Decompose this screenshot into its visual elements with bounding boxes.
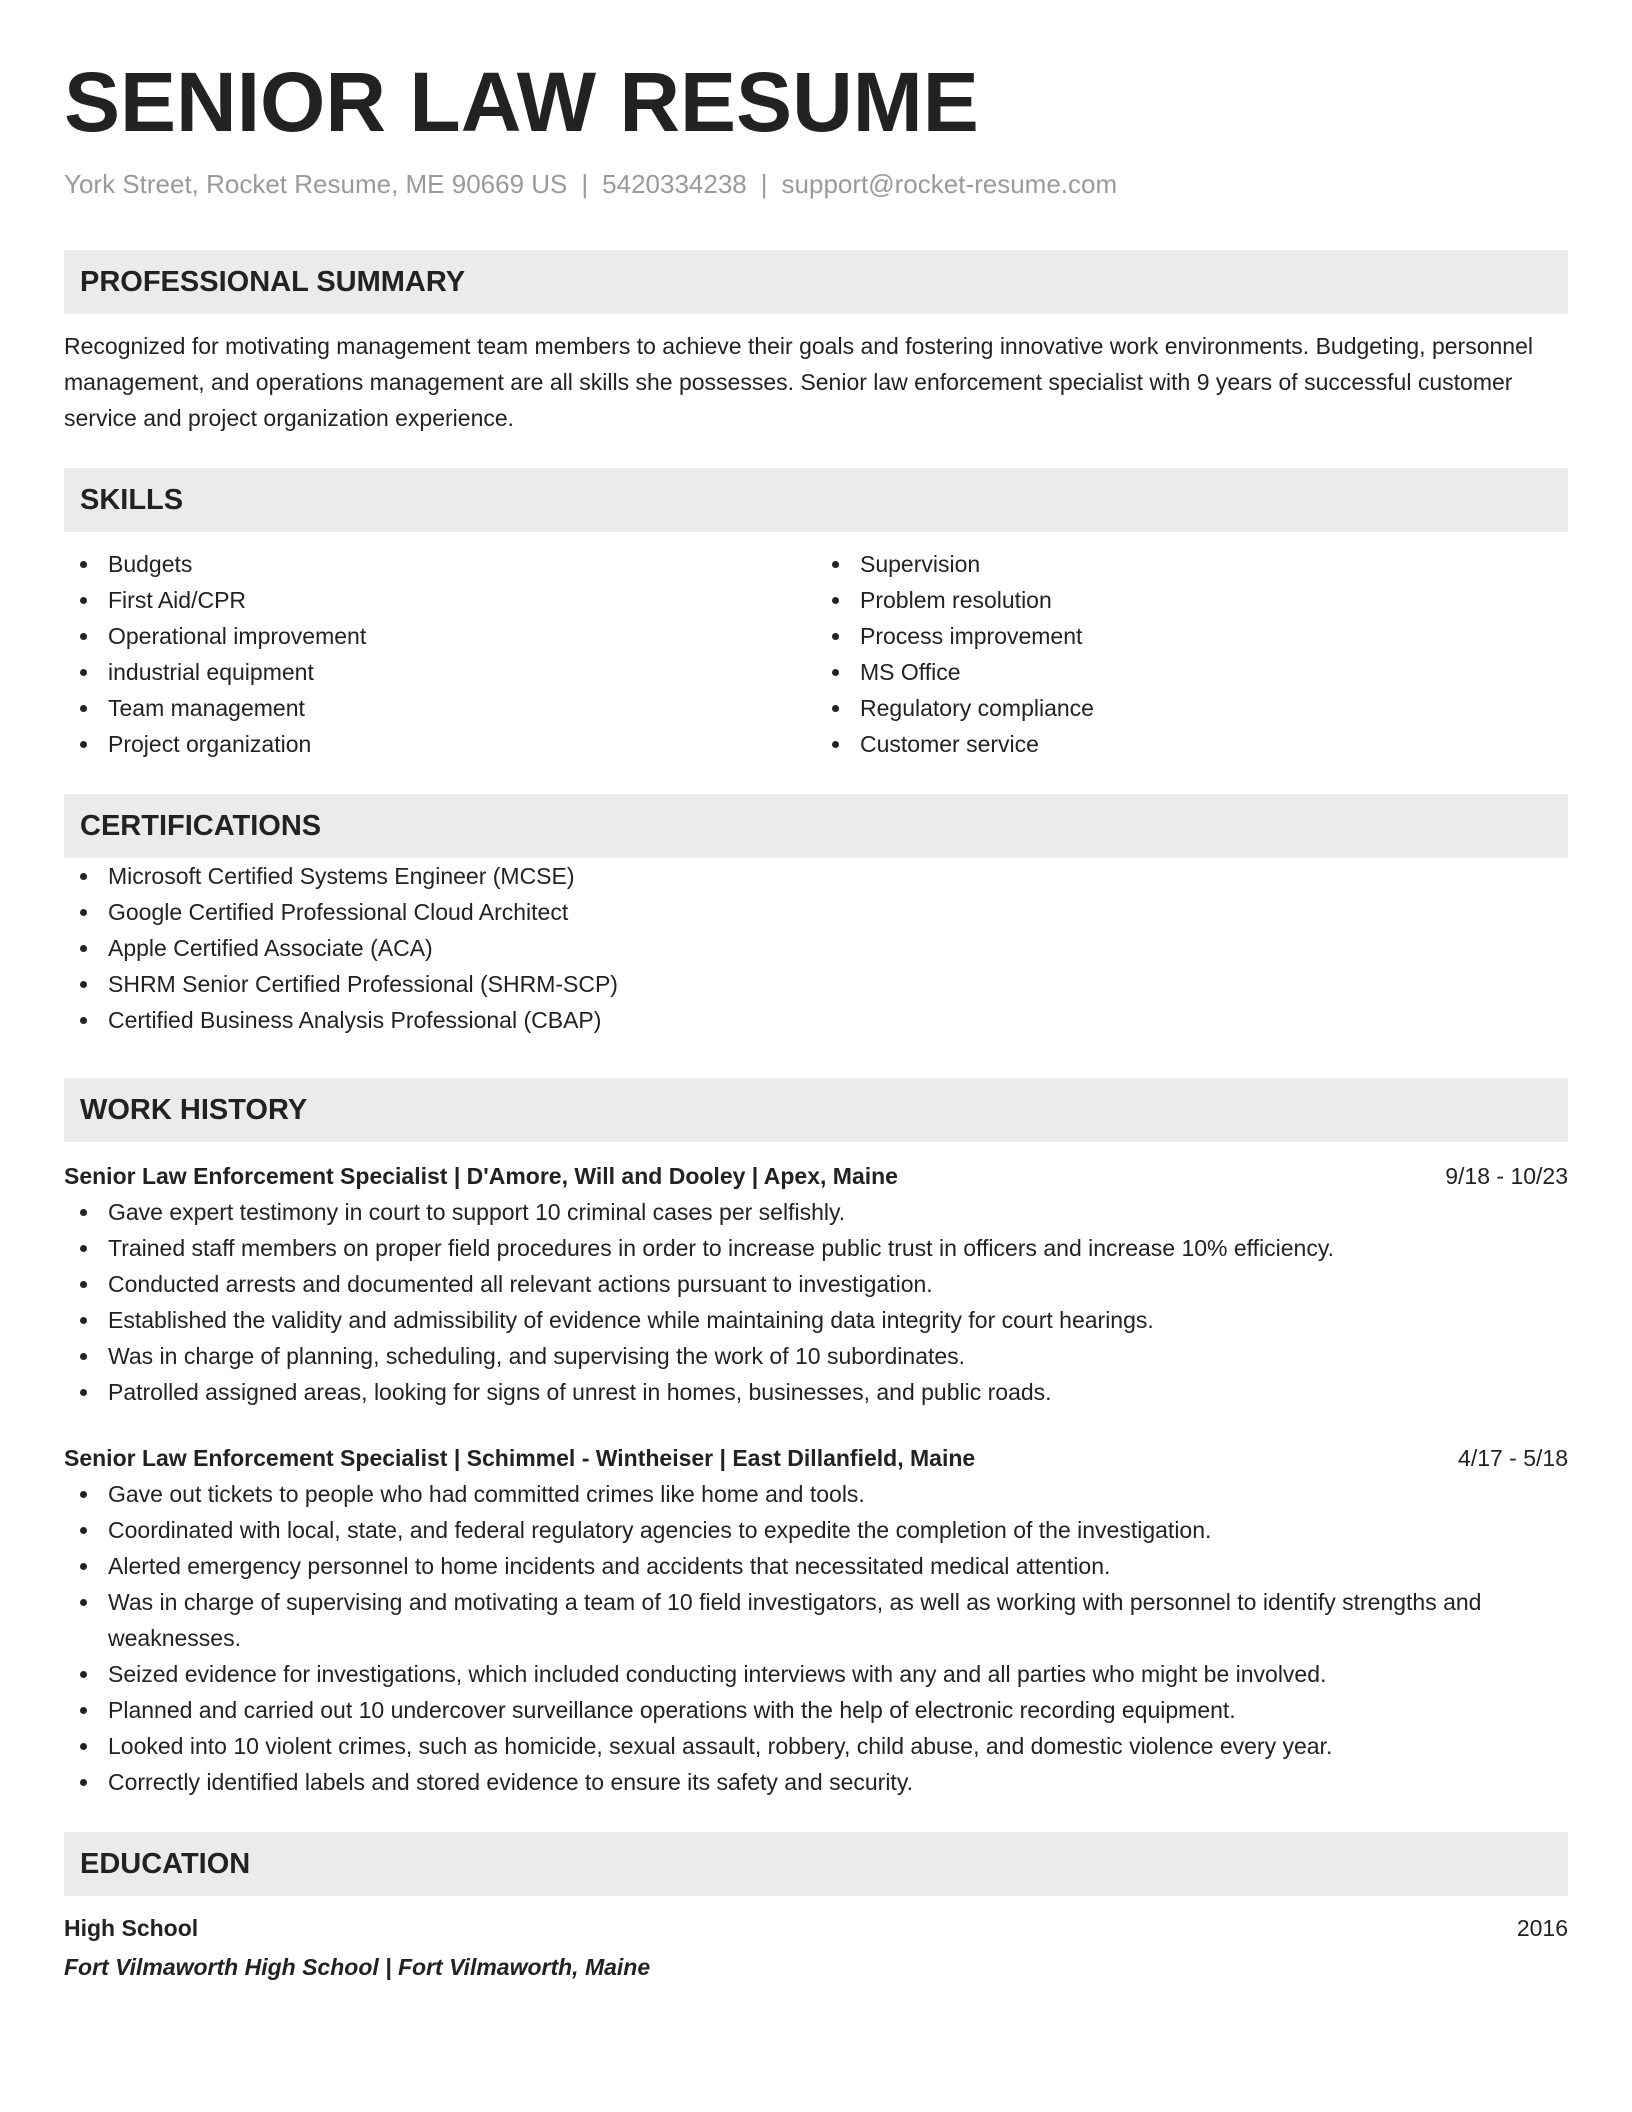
skills-column-left [64, 546, 816, 762]
job-bullet: Seized evidence for investigations, which included conducting interviews with any and all parties who might be involved. [64, 1656, 1568, 1692]
skill-item: Customer service [816, 726, 1568, 762]
job-bullet: Looked into 10 violent crimes, such as homicide, sexual assault, robbery, child abuse, and domestic violence every year. [64, 1728, 1568, 1764]
skill-item: Problem resolution [816, 582, 1568, 618]
skill-item: industrial equipment [64, 654, 816, 690]
job-title-row [64, 1440, 1568, 1476]
certification-item: Microsoft Certified Systems Engineer (MCSE) [64, 858, 1568, 894]
contact-address: York Street, Rocket Resume, ME 90669 US [64, 169, 568, 199]
job-bullet: Gave out tickets to people who had committed crimes like home and tools. [64, 1476, 1568, 1512]
certification-item: SHRM Senior Certified Professional (SHRM-SCP) [64, 966, 1568, 1002]
section-header-work-history: WORK HISTORY [64, 1078, 1568, 1142]
job-bullet: Established the validity and admissibility of evidence while maintaining data integrity for court hearings. [64, 1302, 1568, 1338]
section-header-certifications: CERTIFICATIONS [64, 794, 1568, 858]
skill-item: Regulatory compliance [816, 690, 1568, 726]
section-header-summary: PROFESSIONAL SUMMARY [64, 250, 1568, 314]
certification-item: Certified Business Analysis Professional (CBAP) [64, 1002, 1568, 1038]
job-bullet: Conducted arrests and documented all relevant actions pursuant to investigation. [64, 1266, 1568, 1302]
skills-grid [64, 546, 1568, 762]
job-bullet: Was in charge of planning, scheduling, and supervising the work of 10 subordinates. [64, 1338, 1568, 1374]
job-bullet: Was in charge of supervising and motivating a team of 10 field investigators, as well as working with personnel to identify strengths and weaknesses. [64, 1584, 1568, 1656]
job-entry [64, 1440, 1568, 1800]
contact-separator: | [760, 169, 768, 199]
education-row [64, 1910, 1568, 1946]
skill-item: Process improvement [816, 618, 1568, 654]
job-bullet: Coordinated with local, state, and federal regulatory agencies to expedite the completion of the investigation. [64, 1512, 1568, 1548]
job-heading: Senior Law Enforcement Specialist | Schimmel - Wintheiser | East Dillanfield, Maine [64, 1445, 976, 1471]
skill-item: First Aid/CPR [64, 582, 816, 618]
skill-item: Supervision [816, 546, 1568, 582]
job-title-row [64, 1158, 1568, 1194]
skill-item: Team management [64, 690, 816, 726]
skill-item: MS Office [816, 654, 1568, 690]
job-bullets [64, 1476, 1568, 1800]
section-header-skills: SKILLS [64, 468, 1568, 532]
skill-item: Budgets [64, 546, 816, 582]
certification-item: Apple Certified Associate (ACA) [64, 930, 1568, 966]
resume-name: SENIOR LAW RESUME [64, 55, 979, 149]
job-bullet: Planned and carried out 10 undercover surveillance operations with the help of electronic recording equipment. [64, 1692, 1568, 1728]
contact-line [64, 166, 1568, 202]
job-bullet: Trained staff members on proper field procedures in order to increase public trust in officers and increase 10% efficiency. [64, 1230, 1568, 1266]
skill-item: Operational improvement [64, 618, 816, 654]
job-heading: Senior Law Enforcement Specialist | D'Amore, Will and Dooley | Apex, Maine [64, 1163, 898, 1189]
job-dates: 9/18 - 10/23 [1445, 1163, 1568, 1189]
job-bullet: Gave expert testimony in court to support 10 criminal cases per selfishly. [64, 1194, 1568, 1230]
contact-separator: | [581, 169, 589, 199]
education-year: 2016 [1516, 1915, 1568, 1941]
certifications-list [64, 858, 1568, 1038]
contact-phone: 5420334238 [602, 169, 747, 199]
section-header-education: EDUCATION [64, 1832, 1568, 1896]
job-dates: 4/17 - 5/18 [1458, 1445, 1568, 1471]
job-bullets [64, 1194, 1568, 1410]
skills-column-right [816, 546, 1568, 762]
certification-item: Google Certified Professional Cloud Architect [64, 894, 1568, 930]
job-bullet: Patrolled assigned areas, looking for signs of unrest in homes, businesses, and public roads. [64, 1374, 1568, 1410]
education-school: Fort Vilmaworth High School | Fort Vilmaworth, Maine [64, 1954, 651, 1980]
summary-text: Recognized for motivating management team members to achieve their goals and fostering innovative work environments. Budgeting, personnel management, and operations management are all skills she possesses. Senior law enforcement specialist with 9 years of successful customer service and project organization experience. [64, 333, 1533, 431]
education-degree: High School [64, 1915, 199, 1941]
contact-email: support@rocket-resume.com [781, 169, 1118, 199]
job-bullet: Correctly identified labels and stored evidence to ensure its safety and security. [64, 1764, 1568, 1800]
job-bullet: Alerted emergency personnel to home incidents and accidents that necessitated medical attention. [64, 1548, 1568, 1584]
skill-item: Project organization [64, 726, 816, 762]
job-entry [64, 1158, 1568, 1410]
